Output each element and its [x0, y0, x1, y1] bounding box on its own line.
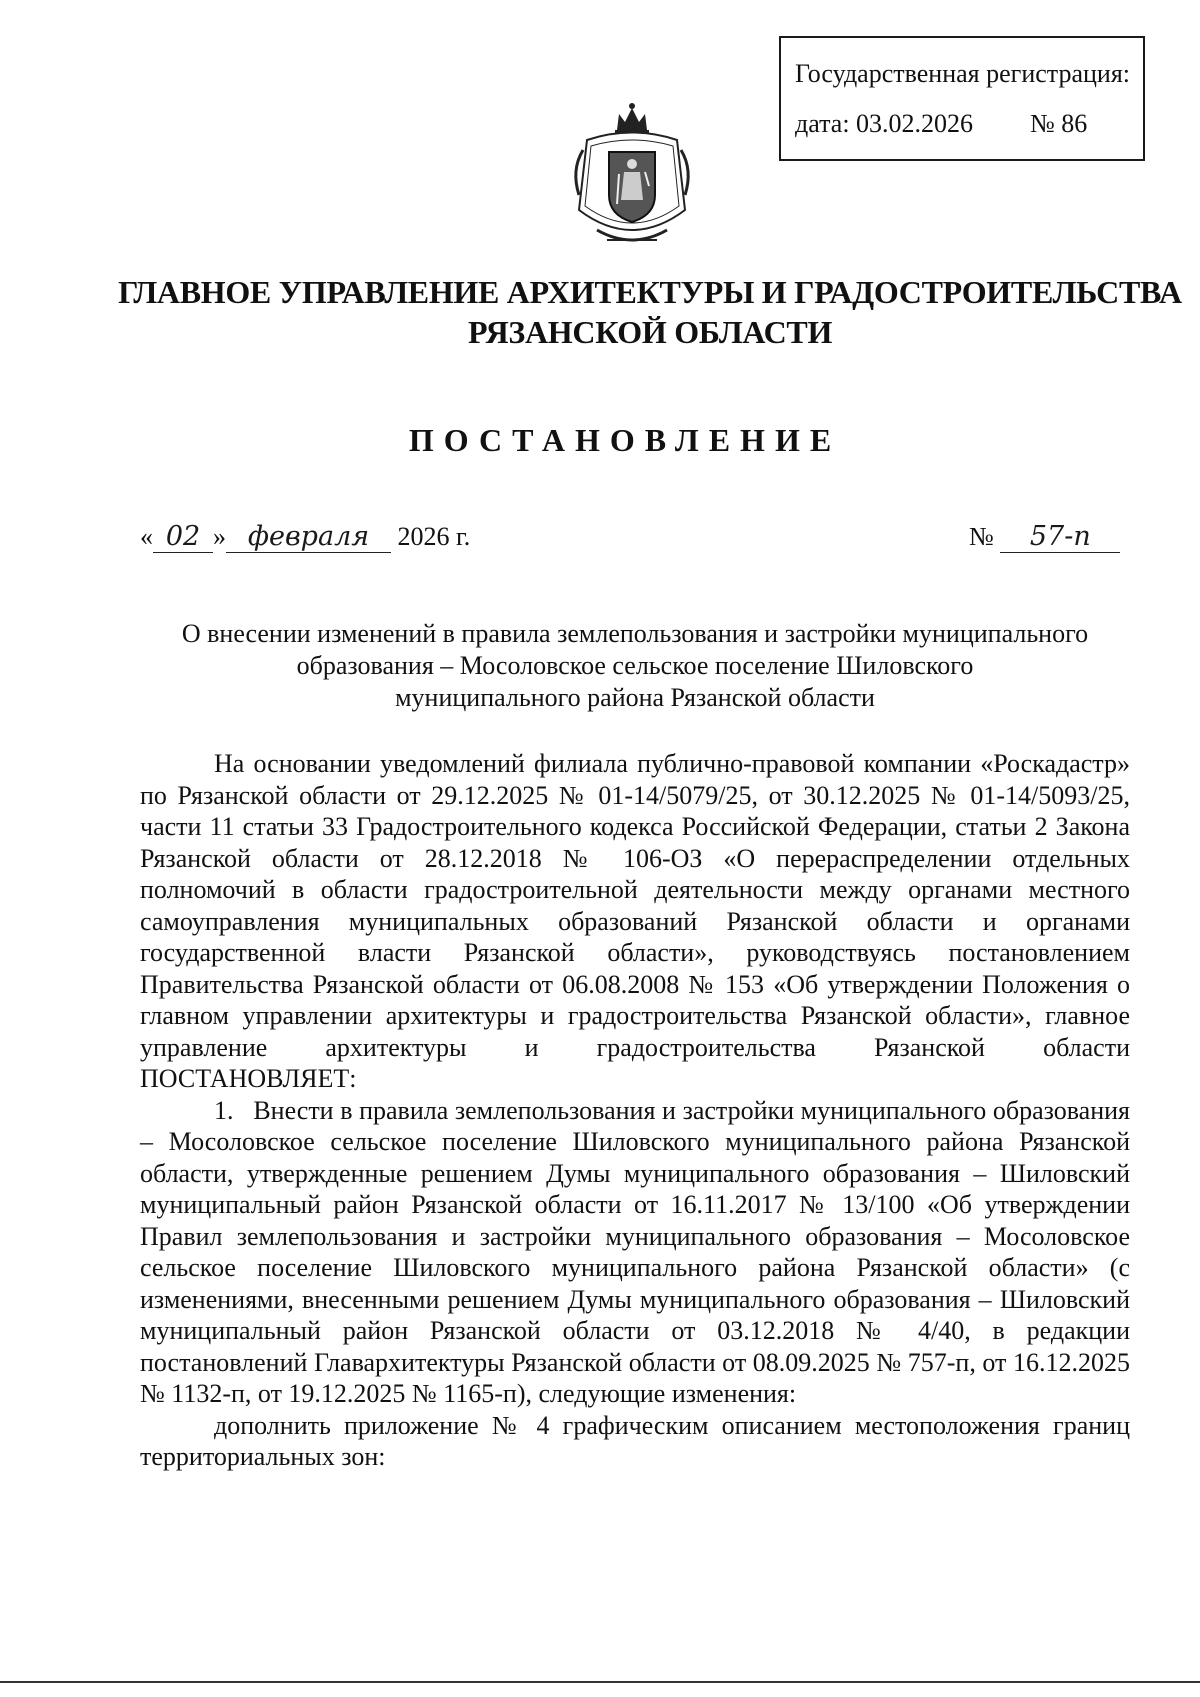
- registration-number: № 86: [1030, 109, 1088, 138]
- date-year: 2026 г.: [397, 522, 471, 551]
- page-bottom-rule: [0, 1681, 1200, 1683]
- item-1-paragraph: 1. Внести в правила землепользования и застройки муниципального образования – Мосоловское сельское поселение Шиловского муниципального района Рязанской области, утвержденные решением Думы муниципального образования – Шиловский муниципальный район Рязанской области от 16.11.2017 № 13/100 «Об утверждении Правил землепользования и застройки муниципального образования – Мосоловское сельское поселение Шиловского муниципального района Рязанской области» (с изменениями, внесенными решением Думы муниципального образования – Шиловский муниципальный район Рязанской области от 03.12.2018 № 4/40, в редакции постановлений Главархитектуры Рязанской области от 08.09.2025 № 757-п, от 16.12.2025 № 1132-п, от 19.12.2025 № 1165-п), следующие изменения:: [140, 1095, 1130, 1408]
- document-date: [140, 520, 470, 554]
- date-month-handwritten: февраля: [226, 522, 391, 553]
- organization-name: ГЛАВНОЕ УПРАВЛЕНИЕ АРХИТЕКТУРЫ И ГРАДОСТРОИТЕЛЬСТВА: [118, 274, 1182, 310]
- decree-word: ПОСТАНОВЛЯЕТ:: [140, 1064, 357, 1093]
- registration-date: дата: 03.02.2026: [795, 109, 974, 138]
- item-1-subparagraph: дополнить приложение № 4 графическим описанием местоположения границ территориальных зон:: [140, 1410, 1130, 1471]
- registration-stamp: [779, 36, 1145, 161]
- coat-of-arms-icon: [557, 100, 707, 260]
- document-subject: [140, 618, 1130, 714]
- number-prefix: №: [969, 522, 994, 551]
- registration-title: Государственная регистрация:: [795, 59, 1131, 88]
- number-handwritten: 57-п: [1000, 522, 1120, 553]
- subject-line: О внесении изменений в правила землепользования и застройки муниципального: [181, 619, 1089, 648]
- document-type-title: ПОСТАНОВЛЕНИЕ: [408, 422, 842, 458]
- date-close-quote: »: [213, 522, 226, 551]
- date-day-handwritten: 02: [153, 522, 213, 553]
- preamble-paragraph: На основании уведомлений филиала публично-правовой компании «Роскадастр» по Рязанской области от 29.12.2025 № 01-14/5079/25, от 30.12.2025 № 01-14/5093/25, части 11 статьи 33 Градостроительного кодекса Российской Федерации, статьи 2 Закона Рязанской области от 28.12.2018 № 106-ОЗ «О перераспределении отдельных полномочий в области градостроительной деятельности между органами местного самоуправления муниципальных образований Рязанской области и органами государственной власти Рязанской области», руководствуясь постановлением Правительства Рязанской области от 06.08.2008 № 153 «Об утверждении Положения о главном управлении архитектуры и градостроительства Рязанской области», главное управление архитектуры и градостроительства Рязанской области: [140, 749, 1130, 1062]
- subject-line: образования – Мосоловское сельское поселение Шиловского: [296, 651, 974, 680]
- document-number: [969, 520, 1120, 554]
- organization-region: РЯЗАНСКОЙ ОБЛАСТИ: [467, 314, 833, 350]
- subject-line: муниципального района Рязанской области: [395, 683, 875, 712]
- date-open-quote: «: [140, 522, 153, 551]
- document-body: [140, 748, 1130, 1473]
